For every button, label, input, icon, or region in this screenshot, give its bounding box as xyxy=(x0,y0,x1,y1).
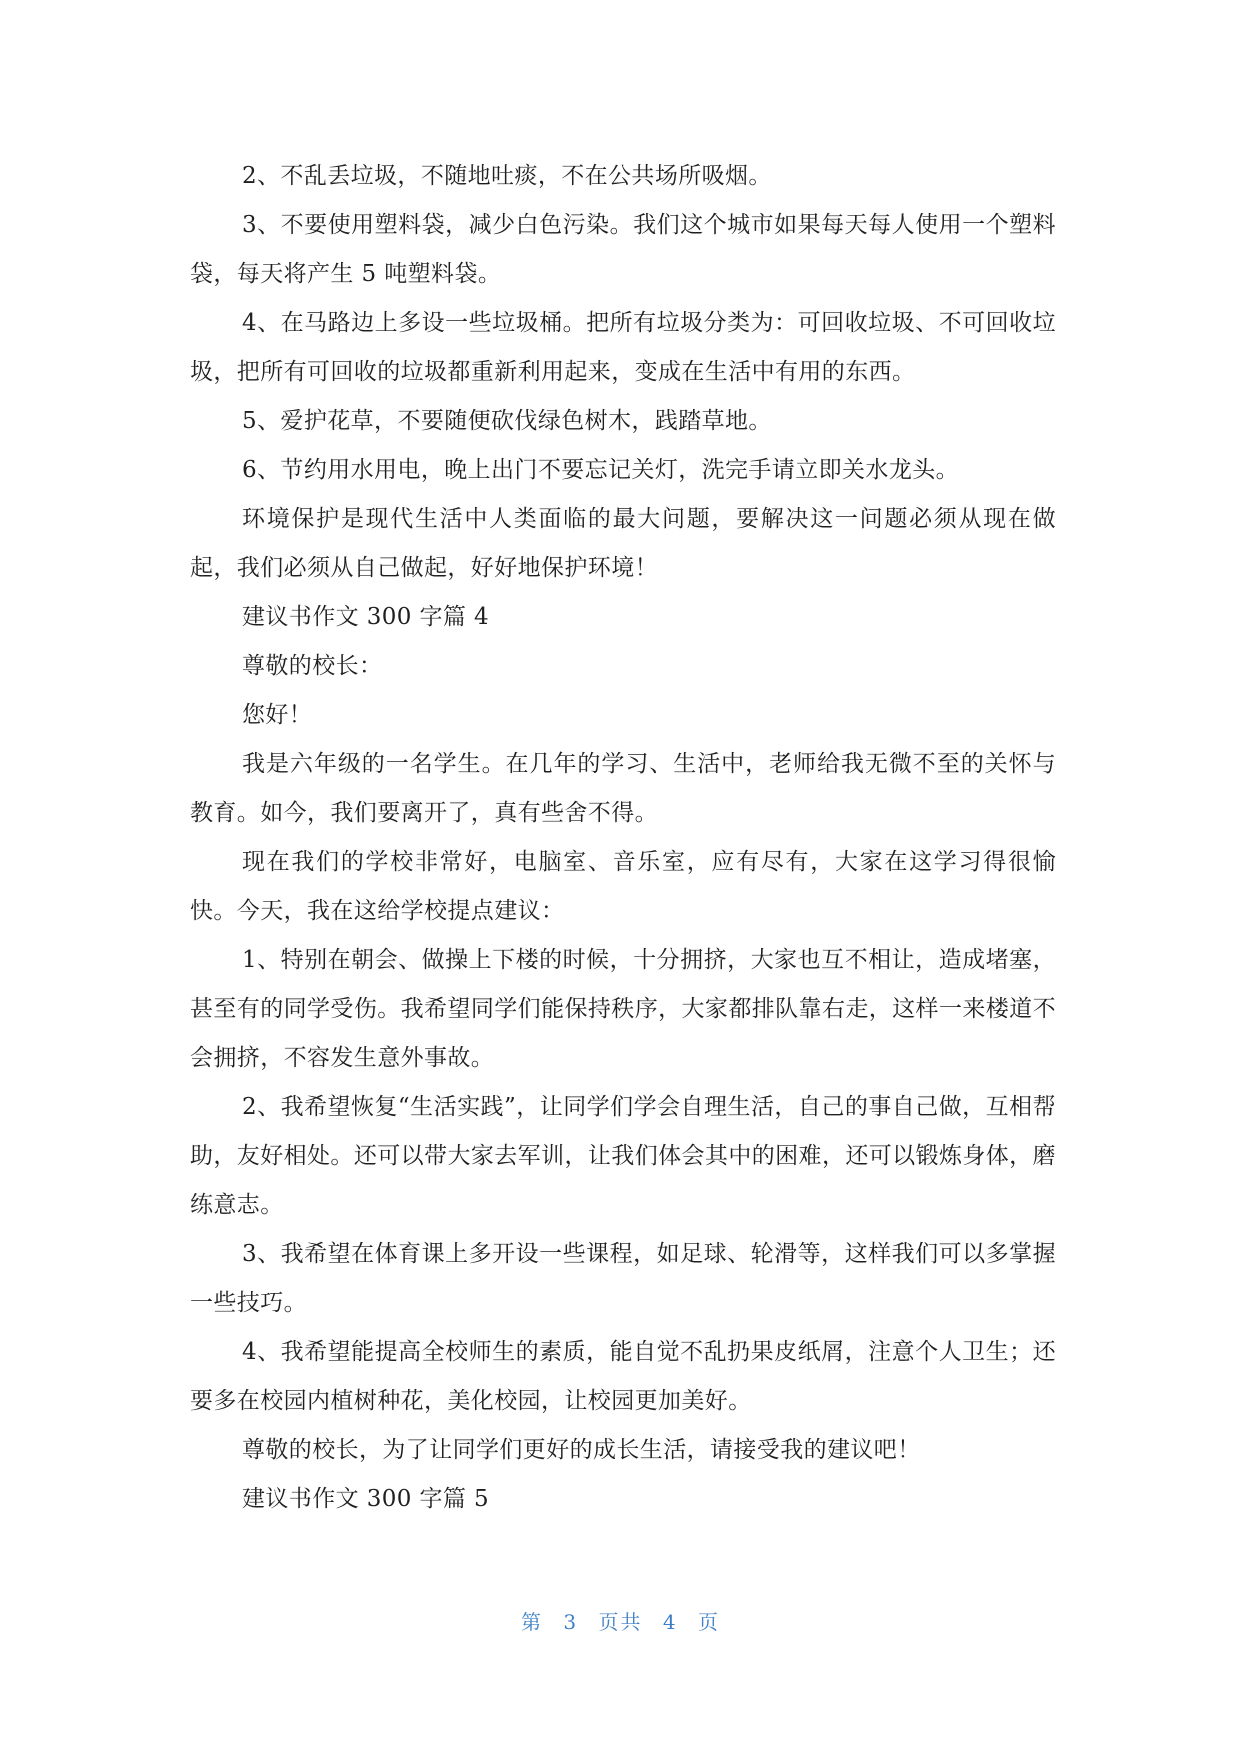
paragraph: 现在我们的学校非常好，电脑室、音乐室，应有尽有，大家在这学习得很愉快。今天，我在这给学校提点建议： xyxy=(190,849,1056,924)
paragraph: 环境保护是现代生活中人类面临的最大问题，要解决这一问题必须从现在做起，我们必须从自己做起，好好地保护环境！ xyxy=(190,506,1056,581)
paragraph: 1、特别在朝会、做操上下楼的时候，十分拥挤，大家也互不相让，造成堵塞，甚至有的同学受伤。我希望同学们能保持秩序，大家都排队靠右走，这样一来楼道不会拥挤，不容发生意外事故。 xyxy=(190,947,1056,1071)
paragraph: 尊敬的校长，为了让同学们更好的成长生活，请接受我的建议吧！ xyxy=(242,1437,921,1463)
section-heading: 建议书作文 300 字篇 4 xyxy=(242,604,490,630)
paragraph: 5、爱护花草，不要随便砍伐绿色树木，践踏草地。 xyxy=(242,408,772,434)
document-body xyxy=(190,152,1056,1524)
footer-current-page: 3 xyxy=(563,1610,579,1634)
footer-prefix: 第 xyxy=(521,1610,544,1634)
greeting: 您好！ xyxy=(242,702,313,728)
salutation: 尊敬的校长： xyxy=(242,653,383,679)
paragraph: 3、不要使用塑料袋，减少白色污染。我们这个城市如果每天每人使用一个塑料袋，每天将产生 5 吨塑料袋。 xyxy=(190,212,1056,287)
page-footer xyxy=(0,1606,1241,1635)
paragraph: 6、节约用水用电，晚上出门不要忘记关灯，洗完手请立即关水龙头。 xyxy=(242,457,960,483)
paragraph: 我是六年级的一名学生。在几年的学习、生活中，老师给我无微不至的关怀与教育。如今，我们要离开了，真有些舍不得。 xyxy=(190,751,1056,826)
paragraph: 4、在马路边上多设一些垃圾桶。把所有垃圾分类为：可回收垃圾、不可回收垃圾，把所有可回收的垃圾都重新利用起来，变成在生活中有用的东西。 xyxy=(190,310,1056,385)
paragraph: 3、我希望在体育课上多开设一些课程，如足球、轮滑等，这样我们可以多掌握一些技巧。 xyxy=(190,1241,1056,1316)
section-heading: 建议书作文 300 字篇 5 xyxy=(242,1486,490,1512)
footer-suffix: 页 xyxy=(697,1610,720,1634)
paragraph: 2、不乱丢垃圾，不随地吐痰，不在公共场所吸烟。 xyxy=(242,163,772,189)
footer-middle: 页共 xyxy=(598,1610,643,1634)
paragraph: 2、我希望恢复“生活实践”，让同学们学会自理生活，自己的事自己做，互相帮助，友好相处。还可以带大家去军训，让我们体会其中的困难，还可以锻炼身体，磨练意志。 xyxy=(190,1094,1056,1218)
paragraph: 4、我希望能提高全校师生的素质，能自觉不乱扔果皮纸屑，注意个人卫生；还要多在校园内植树种花，美化校园，让校园更加美好。 xyxy=(190,1339,1056,1414)
footer-total-pages: 4 xyxy=(662,1610,678,1634)
